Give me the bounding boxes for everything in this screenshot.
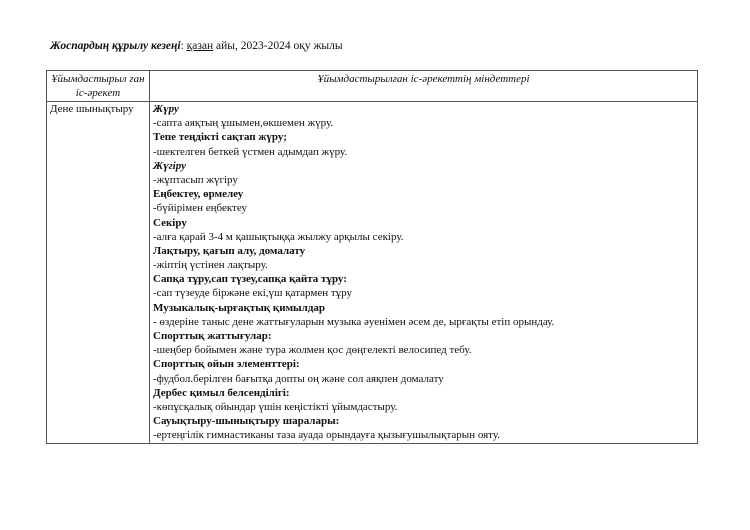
objective-title: Жүгіру: [153, 159, 186, 172]
objective-title: Дербес қимыл белсенділігі:: [153, 386, 290, 399]
objective-title: Спорттық ойын элементтері:: [153, 358, 300, 371]
objective-description: -фудбол.берілген бағытқа допты оң және сол аяқпен домалату: [153, 372, 444, 385]
heading-rest: айы, 2023-2024 оқу жылы: [213, 40, 343, 52]
objective-description: -сапта аяқтың ұшымен,өкшемен жүру.: [153, 117, 334, 130]
objective-title: Еңбектеу, өрмелеу: [153, 188, 244, 201]
objective-title: Секіру: [153, 216, 187, 229]
objective-description: -алға қарай 3-4 м қашықтыққа жылжу арқылы секіру.: [153, 230, 404, 243]
heading-lead: Жоспардың құрылу кезеңі: [50, 40, 181, 52]
table-header-row: [47, 71, 698, 102]
objective-title: Спорттық жаттығулар:: [153, 330, 272, 342]
objective-title: Лақтыру, қағып алу, домалату: [153, 244, 306, 257]
objectives-cell: [150, 102, 698, 444]
header-activity-objectives: Ұйымдастырылған іс-әрекеттің міндеттері: [150, 71, 698, 102]
objective-description: -шеңбер бойымен және тура жолмен қос дөңгелекті велосипед тебу.: [153, 344, 472, 357]
objective-description: -сап түзеуде біржәне екі,үш қатармен тұру: [153, 287, 352, 300]
objective-description: - өздеріне таныс дене жаттығуларын музыка әуенімен әсем де, ырғақты етіп орындау.: [153, 315, 555, 328]
objective-title: Сапқа тұру,сап түзеу,сапқа қайта тұру:: [153, 273, 347, 286]
objective-description: -ертеңгілік гимнастиканы таза ауада орындауға қызығушылықтарын ояту.: [153, 429, 500, 442]
objective-description: -жіптің үстінен лақтыру.: [153, 259, 268, 272]
activity-plan-table: [46, 70, 698, 444]
objective-title: Музыкалық-ырғақтық қимылдар: [153, 301, 326, 314]
objectives-list: [153, 102, 694, 443]
objective-title: Сауықтыру-шынықтыру шаралары:: [153, 415, 340, 428]
objective-title: Жүру: [153, 103, 179, 115]
heading-colon: :: [180, 40, 187, 52]
plan-period-heading: [50, 40, 343, 52]
objective-description: -көпұсқалық ойындар үшін кеңістікті ұйымдастыру.: [153, 400, 398, 413]
header-organized-activity: Ұйымдастырыл ған іс-әрекет: [47, 71, 150, 102]
objective-description: -шектелген беткей үстмен адымдап жүру.: [153, 145, 348, 158]
table-row: [47, 102, 698, 444]
heading-month: қазан: [186, 40, 214, 52]
activity-name-cell: Дене шынықтыру: [47, 102, 150, 444]
objective-description: -жұптасып жүгіру: [153, 173, 238, 186]
objective-title: Тепе теңдікті сақтап жүру;: [153, 131, 287, 144]
objective-description: -бүйірімен еңбектеу: [153, 202, 247, 215]
